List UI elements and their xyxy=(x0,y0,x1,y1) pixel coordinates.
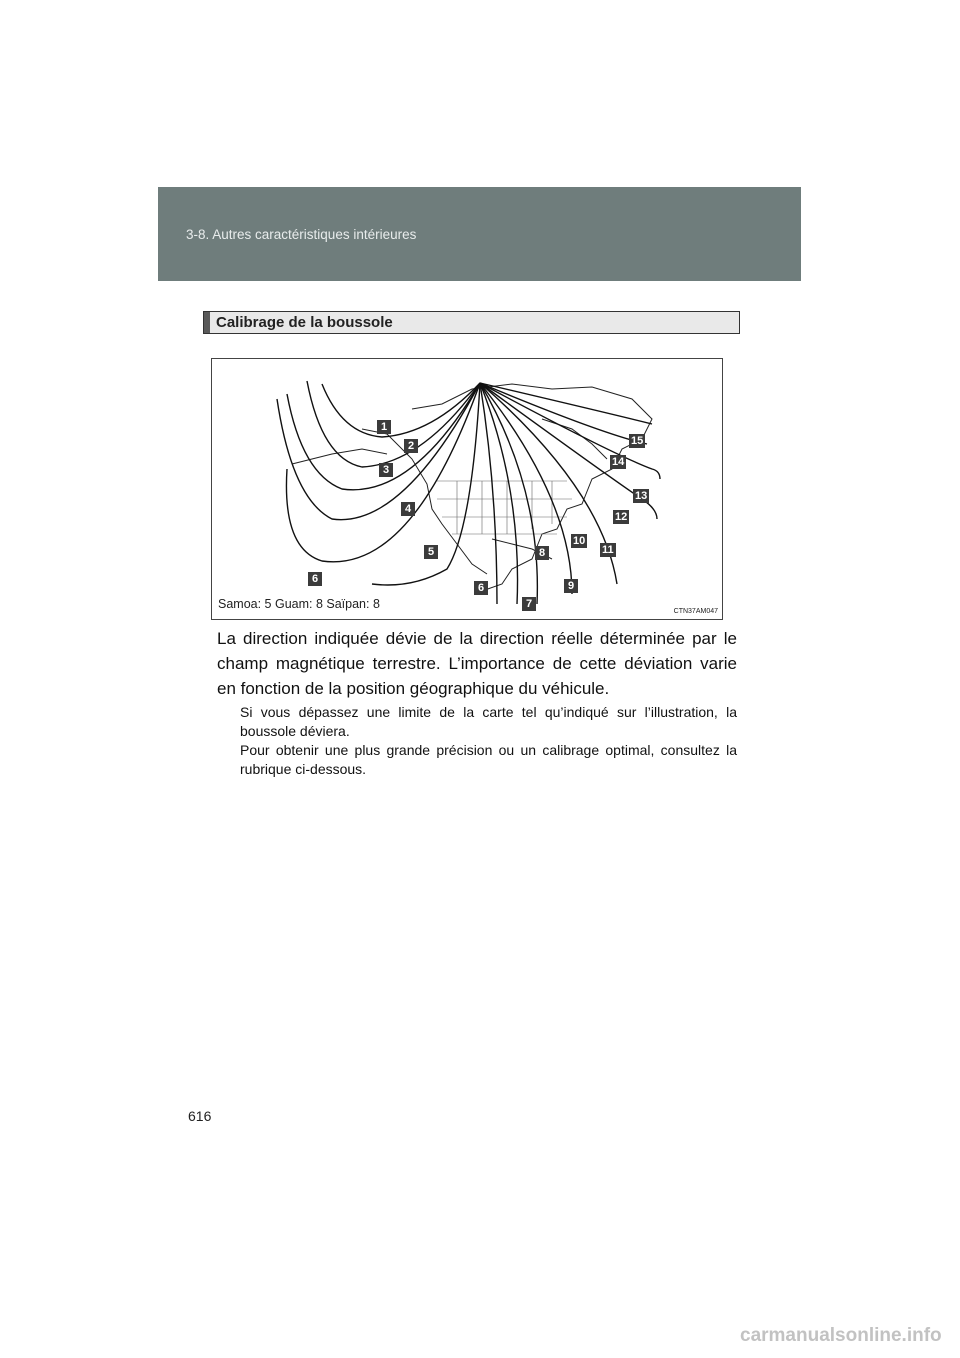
chapter-label: 3-8. Autres caractéristiques intérieures xyxy=(186,227,417,242)
page-number: 616 xyxy=(188,1108,212,1124)
zone-label: 12 xyxy=(615,511,628,523)
zone-label: 4 xyxy=(401,502,415,516)
zone-label: 2 xyxy=(404,439,418,453)
section-title: Calibrage de la boussole xyxy=(216,314,393,331)
compass-zone-map xyxy=(211,358,723,620)
zone-label: 14 xyxy=(612,456,625,468)
zone-label: 6 xyxy=(474,581,488,595)
chapter-header xyxy=(158,187,801,281)
zone-label: 8 xyxy=(535,546,549,560)
figure-code: CTN37AM047 xyxy=(673,608,718,615)
zone-label: 9 xyxy=(564,579,578,593)
body-paragraph: La direction indiquée dévie de la direction réelle déterminée par le champ magnétique terrestre. L’importance de cette déviation varie en fonction de la position géographique du véhicule. xyxy=(217,629,737,698)
note-line: Si vous dépassez une limite de la carte tel qu’indiqué sur l’illustration, la boussole déviera. xyxy=(240,704,737,739)
zone-label: 7 xyxy=(522,597,536,611)
zone-label: 6 xyxy=(308,572,322,586)
zone-label: 15 xyxy=(631,435,644,447)
zone-label: 3 xyxy=(379,463,393,477)
zone-label: 10 xyxy=(573,535,586,547)
zone-label: 1 xyxy=(377,420,391,434)
zone-label: 11 xyxy=(602,544,614,556)
note-line: Pour obtenir une plus grande précision ou un calibrage optimal, consultez la rubrique ci-dessous. xyxy=(240,742,737,777)
zone-label: 13 xyxy=(635,490,648,502)
watermark: carmanualsonline.info xyxy=(740,1325,942,1346)
note-block xyxy=(240,703,737,779)
section-heading xyxy=(203,311,740,334)
zone-label: 5 xyxy=(424,545,438,559)
figure-caption: Samoa: 5 Guam: 8 Saïpan: 8 xyxy=(218,597,380,611)
